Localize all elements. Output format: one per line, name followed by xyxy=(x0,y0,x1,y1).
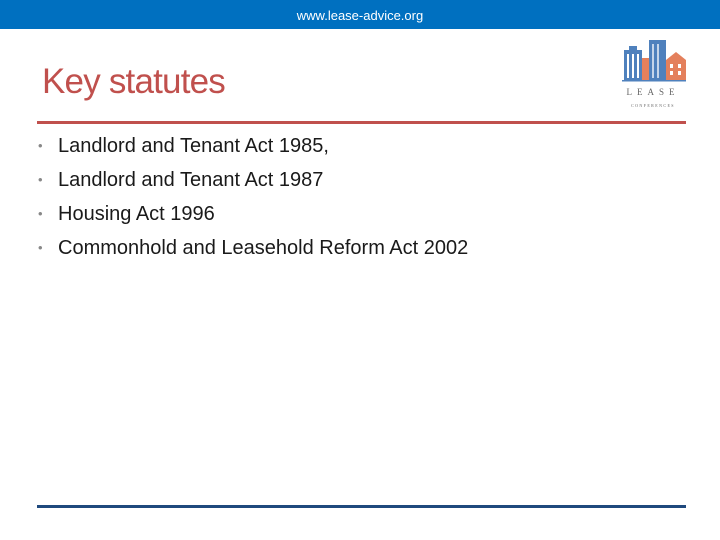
list-item xyxy=(38,163,468,197)
list-item xyxy=(38,197,468,231)
list-item xyxy=(38,129,468,163)
statute-text: Landlord and Tenant Act 1985, xyxy=(58,135,329,157)
lease-logo xyxy=(620,38,688,112)
list-item xyxy=(38,231,468,265)
website-url: www.lease-advice.org xyxy=(296,8,424,23)
statute-text: Housing Act 1996 xyxy=(58,203,215,225)
bullet-icon: • xyxy=(38,172,43,187)
bullet-icon: • xyxy=(38,206,43,221)
footer-divider xyxy=(37,505,686,508)
header-bar xyxy=(0,0,720,29)
title-divider xyxy=(37,121,686,124)
slide-title: Key statutes xyxy=(42,62,226,101)
statute-text: Landlord and Tenant Act 1987 xyxy=(58,169,324,191)
building-house xyxy=(666,52,686,80)
statute-text: Commonhold and Leasehold Reform Act 2002 xyxy=(58,237,469,259)
logo-wordmark: LEASE xyxy=(626,87,680,97)
statute-list xyxy=(38,129,468,265)
bullet-icon: • xyxy=(38,240,43,255)
bullet-icon: • xyxy=(38,138,43,153)
building-orange-mid xyxy=(642,58,649,80)
lease-buildings-logo-icon xyxy=(620,38,688,88)
logo-subtitle: CONFERENCES xyxy=(631,103,675,108)
